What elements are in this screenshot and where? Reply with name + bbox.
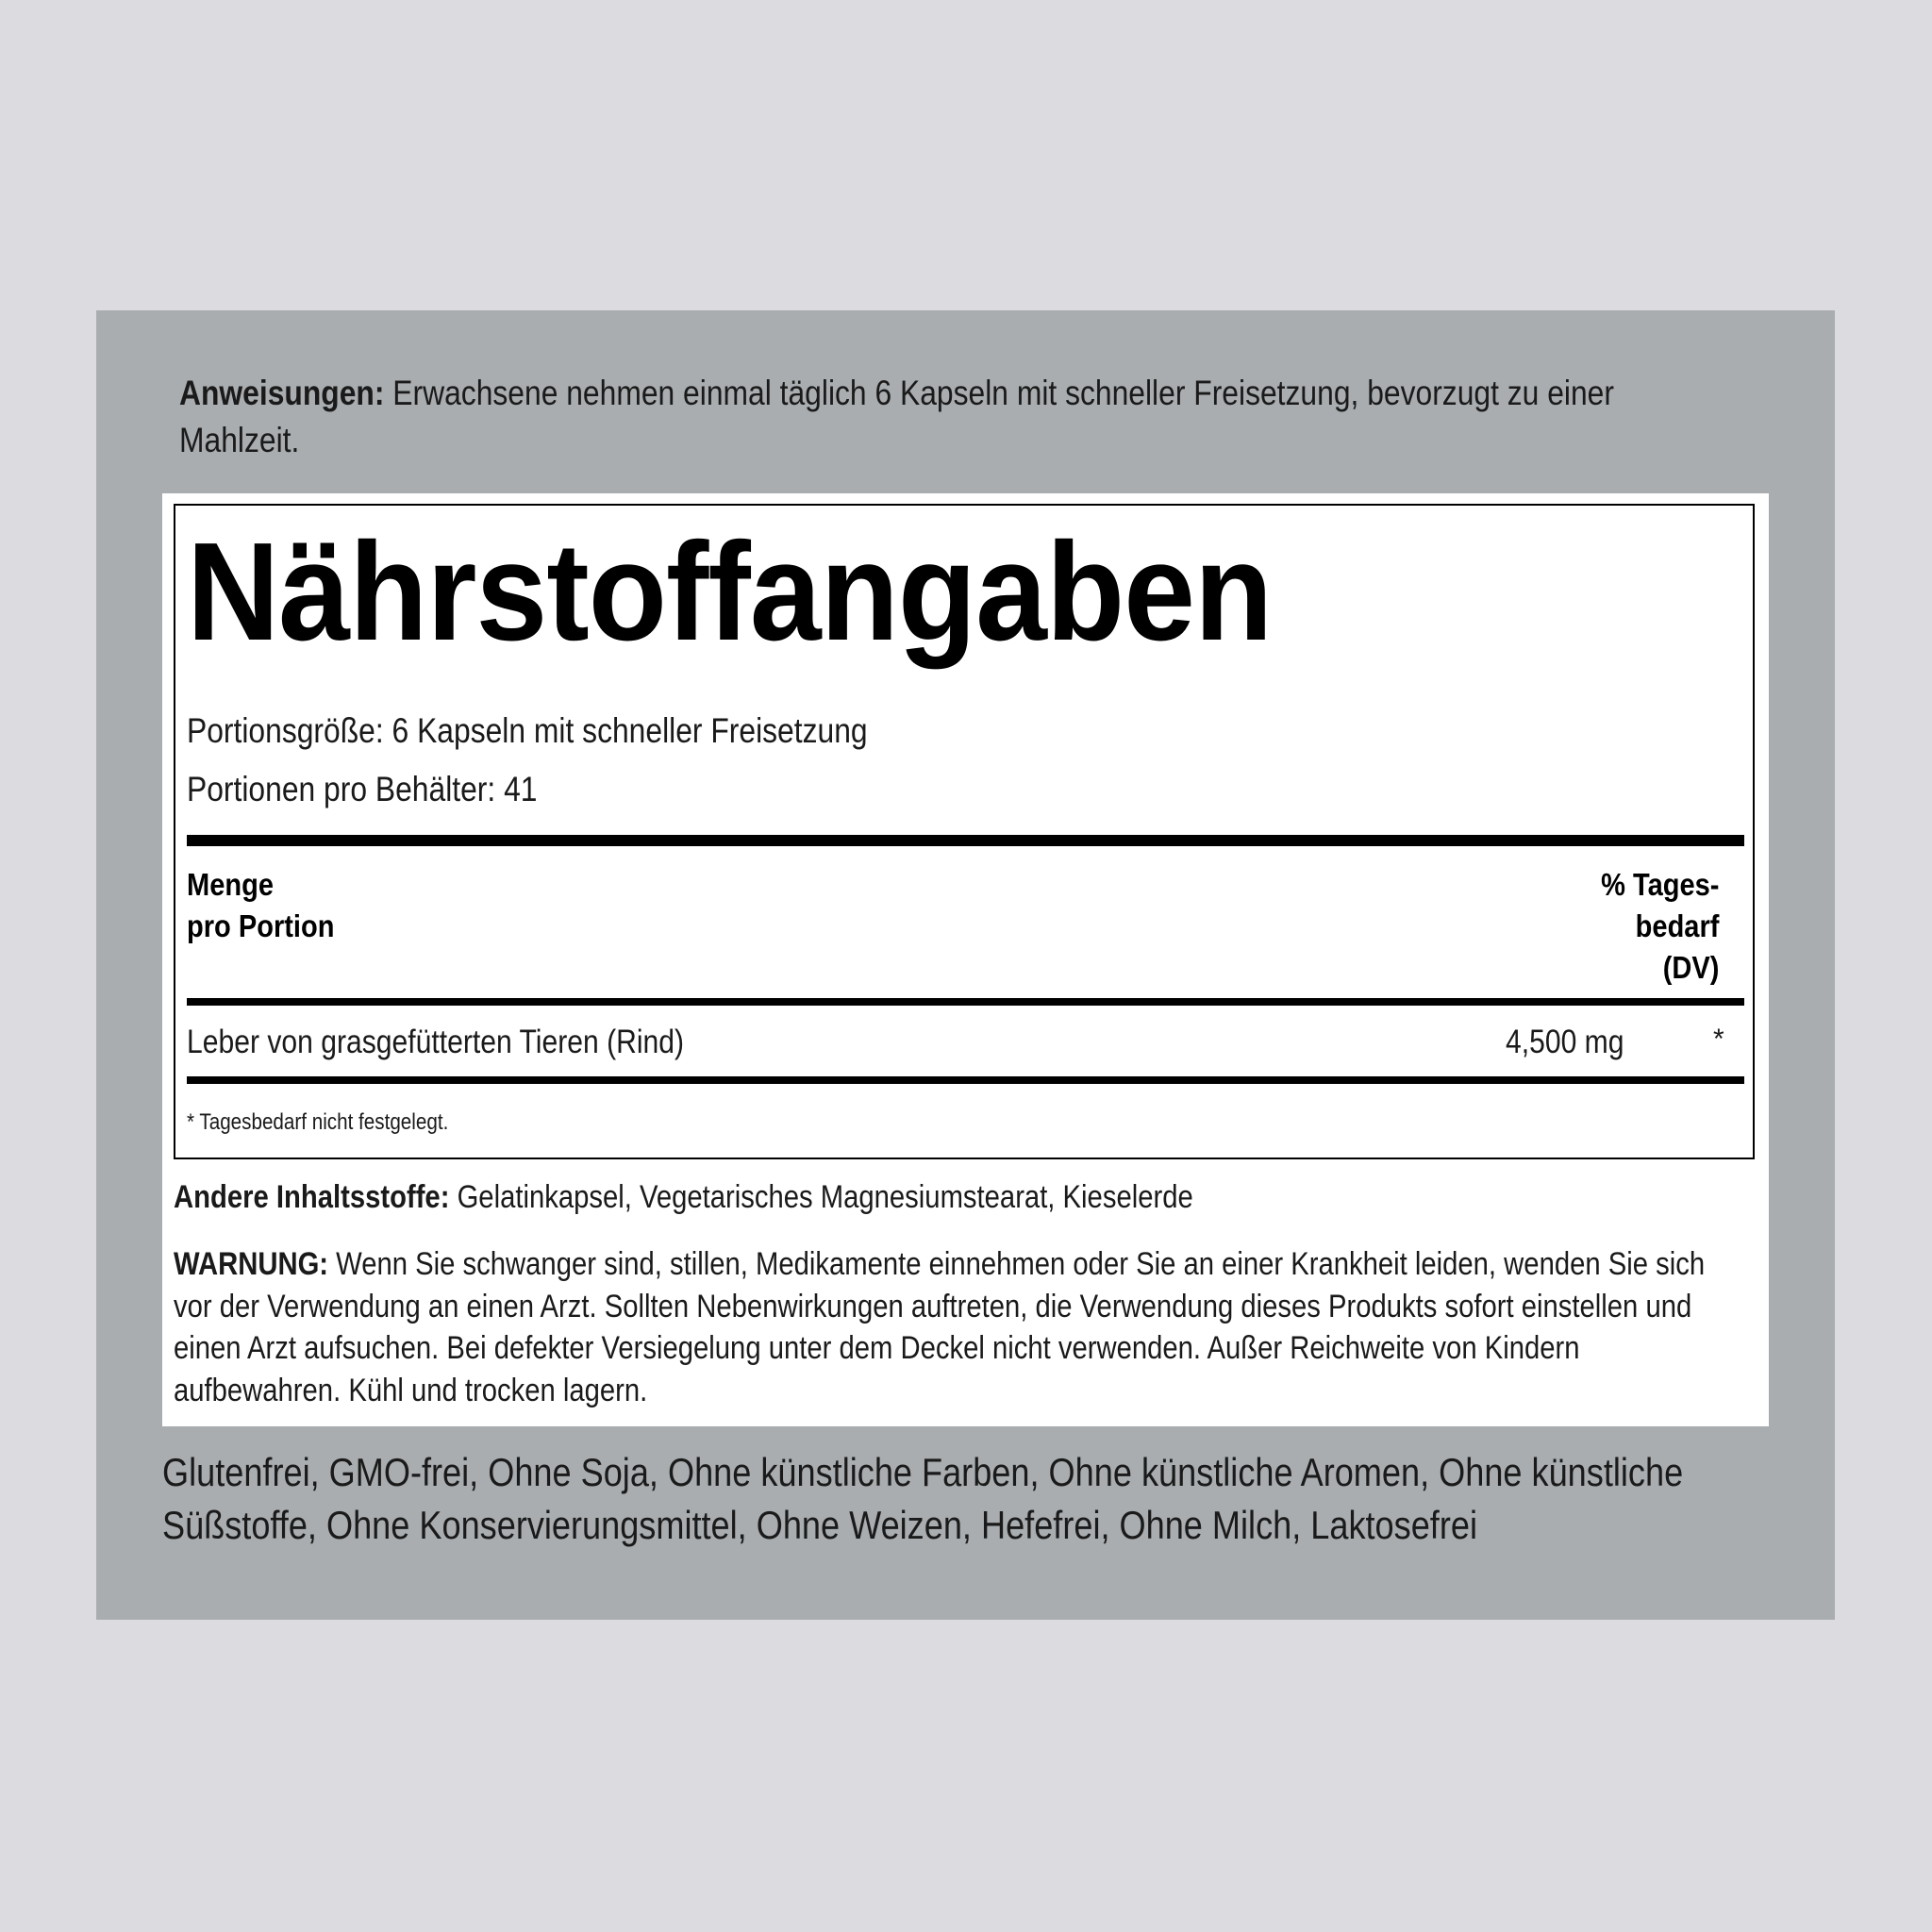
- other-ingredients-text: Gelatinkapsel, Vegetarisches Magnesiumstearat, Kieselerde: [449, 1179, 1193, 1215]
- serving-size: Portionsgröße: 6 Kapseln mit schneller Freisetzung: [187, 711, 868, 750]
- warning-label: WARNUNG:: [174, 1246, 329, 1282]
- free-from-claims: Glutenfrei, GMO-frei, Ohne Soja, Ohne künstliche Farben, Ohne künstliche Aromen, Ohne künstliche Süßstoffe, Ohne Konservierungsmittel, Ohne Weizen, Hefefrei, Ohne Milch, Laktosefrei: [162, 1450, 1684, 1547]
- footnote: * Tagesbedarf nicht festgelegt.: [187, 1109, 449, 1135]
- label-panel: [96, 310, 1835, 1620]
- header-daily-value: [1601, 864, 1719, 989]
- nutrient-dv: *: [1713, 1024, 1724, 1055]
- header-dv-line2: bedarf: [1635, 908, 1719, 943]
- warning-text: Wenn Sie schwanger sind, stillen, Medikamente einnehmen oder Sie an einer Krankheit leiden, wenden Sie sich vor der Verwendung an einen Arzt. Sollten Nebenwirkungen auftreten, die Verwendung dieses Produkts sofort einstellen und einen Arzt aufsuchen. Bei defekter Versiegelung unter dem Deckel nicht verwenden. Außer Reichweite von Kindern aufbewahren. Kühl und trocken lagern.: [174, 1246, 1706, 1408]
- facts-title: Nährstoffangaben: [187, 514, 1273, 670]
- directions-text: [179, 370, 1721, 464]
- other-ingredients: [174, 1179, 1193, 1216]
- servings-per-container: Portionen pro Behälter: 41: [187, 770, 538, 808]
- other-ingredients-label: Andere Inhaltsstoffe:: [174, 1179, 450, 1215]
- directions-label: Anweisungen:: [179, 374, 385, 412]
- header-amount: [187, 864, 334, 947]
- header-dv-line3: (DV): [1662, 950, 1719, 985]
- info-box: [162, 493, 1769, 1426]
- header-amount-line1: Menge: [187, 867, 274, 902]
- header-amount-line2: pro Portion: [187, 908, 335, 943]
- directions-body: Erwachsene nehmen einmal täglich 6 Kapseln mit schneller Freisetzung, bevorzugt zu einer Mahlzeit.: [179, 374, 1614, 459]
- nutrition-facts-table: [174, 504, 1755, 1159]
- divider-thick: [187, 835, 1744, 846]
- warning: [174, 1243, 1747, 1411]
- divider-medium: [187, 998, 1744, 1006]
- nutrient-amount: 4,500 mg: [1506, 1024, 1624, 1060]
- header-dv-line1: % Tages-: [1600, 867, 1719, 902]
- nutrient-name: Leber von grasgefütterten Tieren (Rind): [187, 1024, 685, 1060]
- divider-bottom: [187, 1076, 1744, 1084]
